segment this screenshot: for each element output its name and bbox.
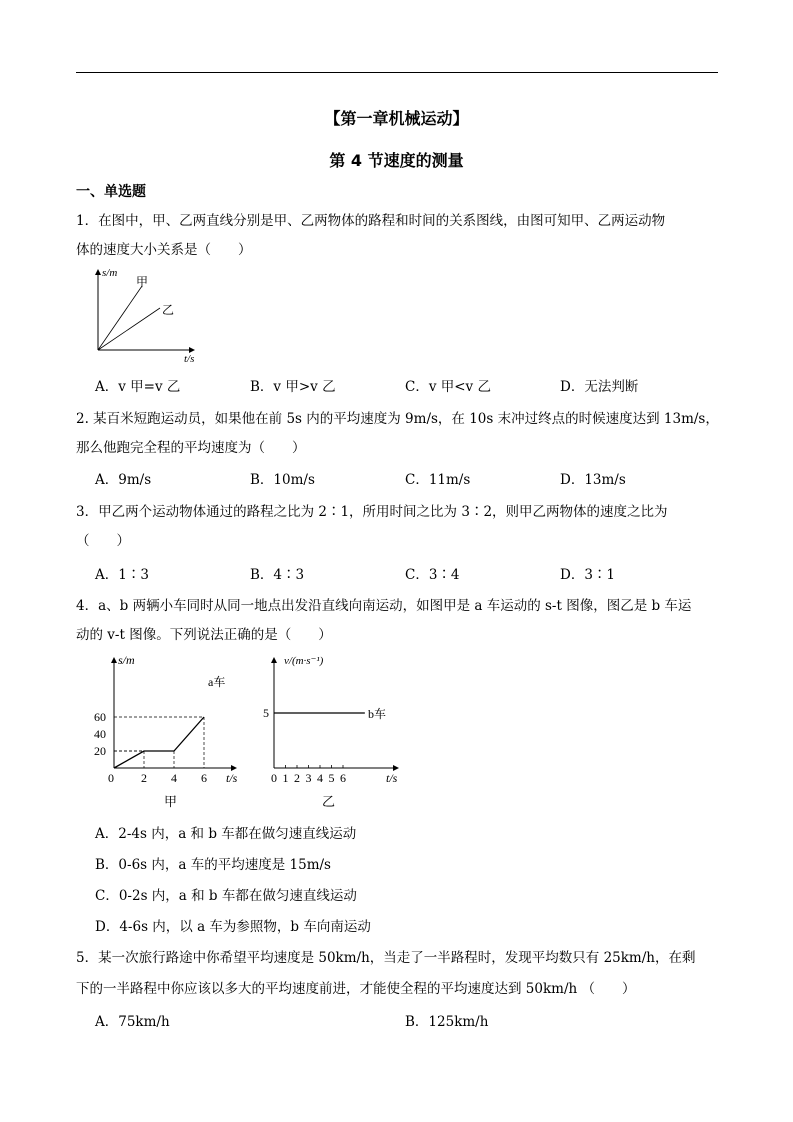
- q4b-caption: 乙: [322, 794, 336, 809]
- q2-option-d[interactable]: D．13m/s: [560, 472, 626, 488]
- q2-option-a[interactable]: A．9m/s: [95, 472, 152, 488]
- q4b-x-tick-label: 5: [328, 771, 335, 785]
- q4b-x-tick-label: 1: [282, 771, 289, 785]
- q1-option-c[interactable]: C．v 甲<v 乙: [405, 379, 491, 395]
- q4b-x-label: t/s: [386, 771, 398, 785]
- q1-line-yi-label: 乙: [162, 303, 175, 317]
- q4b-x-tick-label: 4: [317, 771, 323, 785]
- section-heading: 一、单选题: [76, 184, 146, 200]
- q1-text-line1: 1．在图中，甲、乙两直线分别是甲、乙两物体的路程和时间的关系图线，由图可知甲、乙两运动物: [76, 213, 666, 229]
- q4b-y-label: v/(m·s⁻¹): [284, 655, 324, 667]
- q4a-origin-label: 0: [108, 771, 114, 785]
- q5-text-line1: 5．某一次旅行路途中你希望平均速度是 50km/h，当走了一半路程时，发现平均数只有 25km/h，在剩: [76, 950, 696, 966]
- q1-option-a[interactable]: A．v 甲=v 乙: [95, 379, 181, 395]
- q1-text-line2: 体的速度大小关系是（ ）: [76, 242, 252, 258]
- q4a-y-label: s/m: [118, 653, 135, 667]
- q4b-y-tick-label: 5: [263, 706, 269, 720]
- q4-graph-a: [86, 650, 246, 810]
- q4a-x-tick-label: 2: [141, 771, 147, 785]
- q5-option-b[interactable]: B．125km/h: [405, 1014, 489, 1030]
- q4b-x-tick-label: 0: [271, 771, 277, 785]
- q4-option-a[interactable]: A．2-4s 内，a 和 b 车都在做匀速直线运动: [95, 826, 357, 842]
- q1-option-d[interactable]: D．无法判断: [560, 379, 639, 395]
- q1-line-jia: [98, 286, 142, 350]
- q3-text-line1: 3．甲乙两个运动物体通过的路程之比为 2∶1，所用时间之比为 3∶2，则甲乙两物体的速度之比为: [76, 504, 668, 520]
- q4b-series-label: b车: [368, 707, 387, 721]
- q2-text-line2: 那么他跑完全程的平均速度为（ ）: [76, 440, 306, 456]
- q5-option-a[interactable]: A．75km/h: [95, 1014, 170, 1030]
- q1-option-b[interactable]: B．v 甲>v 乙: [250, 379, 336, 395]
- q4a-series-label: a车: [208, 675, 226, 689]
- q4-text-line2: 动的 v-t 图像。下列说法正确的是（ ）: [76, 627, 332, 643]
- section-title: 第 4 节速度的测量: [329, 151, 464, 170]
- q4-graph-b: [258, 650, 418, 810]
- q2-text-line1: 2. 某百米短跑运动员，如果他在前 5s 内的平均速度为 9m/s，在 10s 末冲过终点的时候速度达到 13m/s，: [76, 411, 719, 427]
- q3-option-b[interactable]: B．4∶3: [250, 567, 305, 583]
- q4-text-line1: 4．a、b 两辆小车同时从同一地点出发沿直线向南运动，如图甲是 a 车运动的 s-t 图像，图乙是 b 车运: [76, 598, 692, 614]
- q4a-y-tick-label: 20: [94, 744, 106, 758]
- q2-option-b[interactable]: B．10m/s: [250, 472, 315, 488]
- q1-x-label: t/s: [184, 353, 195, 365]
- q3-option-c[interactable]: C．3∶4: [405, 567, 460, 583]
- q4a-x-tick-label: 4: [171, 771, 177, 785]
- q4b-x-tick-label: 6: [340, 771, 346, 785]
- q4b-x-tick-label: 2: [294, 771, 300, 785]
- q4-option-d[interactable]: D．4-6s 内，以 a 车为参照物，b 车向南运动: [95, 919, 371, 935]
- q4a-series-line: [114, 717, 204, 768]
- q1-line-yi: [98, 308, 160, 350]
- q4a-y-tick-label: 40: [94, 727, 106, 741]
- header-rule: [76, 72, 718, 73]
- q4a-x-tick-label: 6: [201, 771, 207, 785]
- q1-figure: [86, 262, 206, 366]
- q5-text-line2: 下的一半路程中你应该以多大的平均速度前进，才能使全程的平均速度达到 50km/h （ ）: [76, 981, 636, 997]
- q4-option-b[interactable]: B．0-6s 内，a 车的平均速度是 15m/s: [95, 857, 331, 873]
- chapter-title: 【第一章机械运动】: [324, 109, 469, 128]
- q3-option-a[interactable]: A．1∶3: [95, 567, 149, 583]
- q1-line-jia-label: 甲: [136, 275, 149, 289]
- q4a-x-label: t/s: [226, 771, 238, 785]
- q3-option-d[interactable]: D．3∶1: [560, 567, 616, 583]
- q2-option-c[interactable]: C．11m/s: [405, 472, 471, 488]
- q1-y-label: s/m: [102, 267, 118, 279]
- q4a-y-tick-label: 60: [94, 710, 106, 724]
- q4-option-c[interactable]: C．0-2s 内，a 和 b 车都在做匀速直线运动: [95, 888, 357, 904]
- q3-text-line2: （ ）: [76, 533, 130, 549]
- q4a-caption: 甲: [164, 794, 178, 809]
- q4b-x-tick-label: 3: [305, 771, 312, 785]
